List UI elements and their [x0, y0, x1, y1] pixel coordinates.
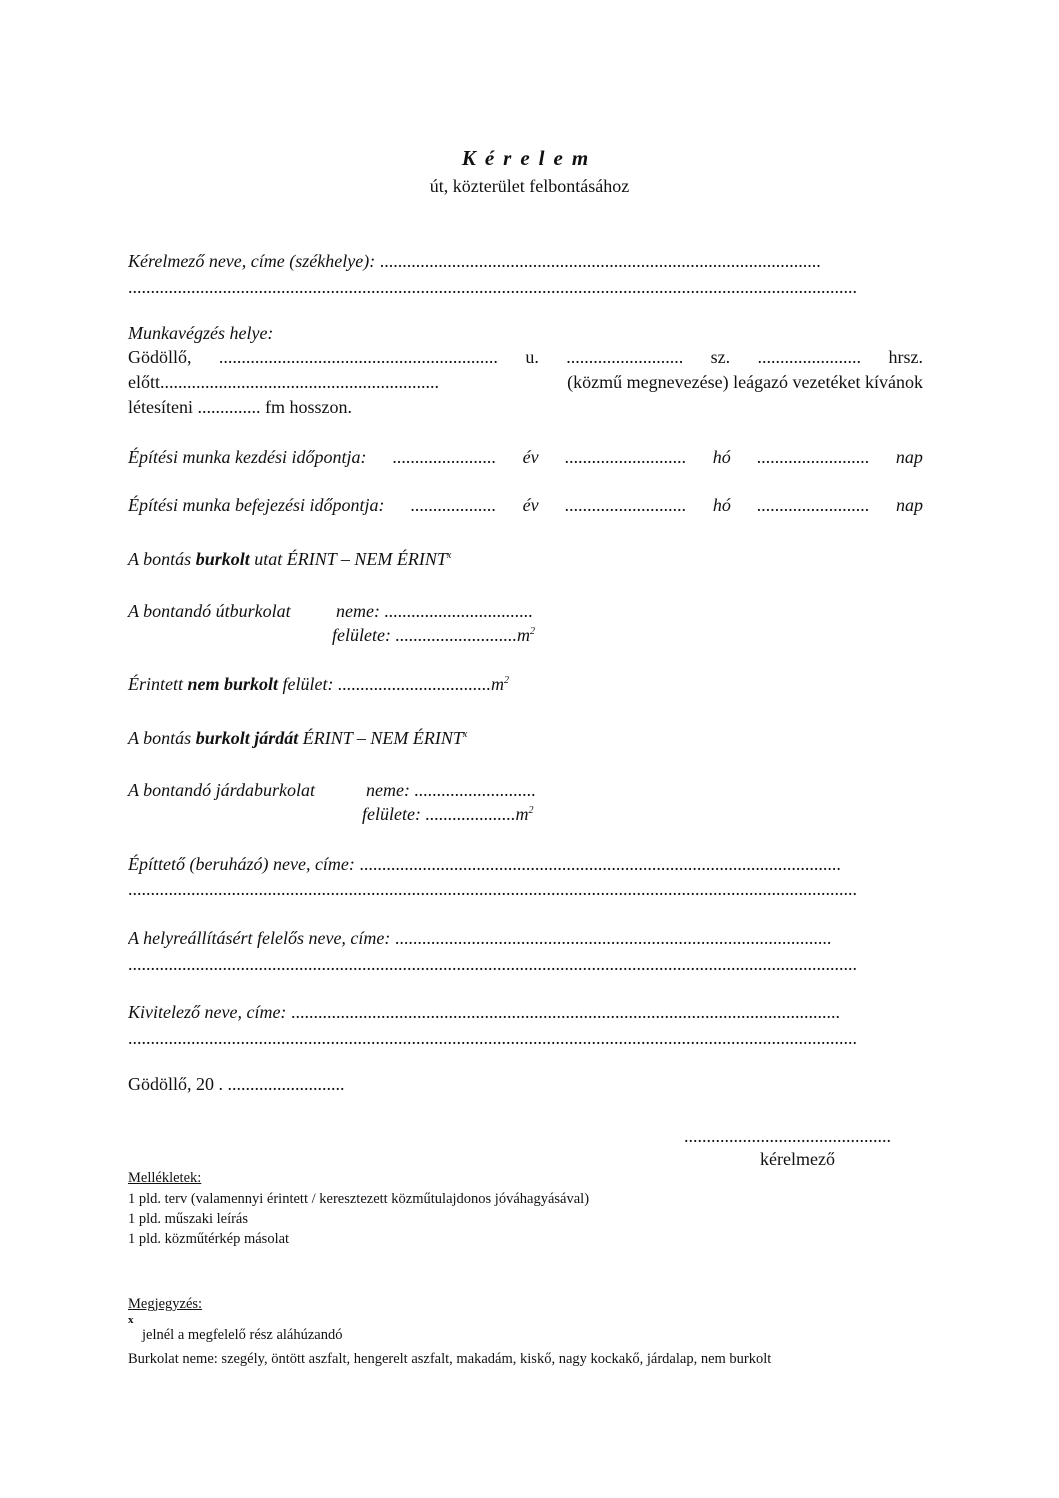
surface-types-note: Burkolat neme: szegély, öntött aszfalt, hengerelt aszfalt, makadám, kiskő, nagy kockakő, járdalap, nem burkolt [128, 1351, 772, 1367]
document-title: Kérelem [461, 146, 598, 170]
start-year-fill[interactable]: ....................... [392, 447, 497, 467]
establish-label: létesíteni [128, 397, 193, 417]
builder-fill-line-2[interactable]: .................................................................................................................................................................. [128, 879, 857, 899]
builder-field [128, 853, 923, 875]
sidewalk-area-fill[interactable]: .................... [425, 804, 516, 824]
sidewalk-question-options[interactable]: ÉRINT – NEM ÉRINT [302, 728, 463, 748]
document-subtitle: út, közterület felbontásához [429, 176, 630, 196]
road-area-label: felülete: [332, 625, 391, 645]
unpaved-suffix: felület: [282, 674, 334, 694]
road-surface-label: A bontandó útburkolat [128, 601, 291, 621]
applicant-fill-line-1[interactable]: .................................................................................................. [379, 251, 821, 271]
area-exponent: 2 [528, 805, 534, 816]
lot-fill[interactable]: ....................... [757, 347, 862, 367]
end-day-label: nap [896, 495, 923, 515]
length-fill[interactable]: .............. [197, 397, 261, 417]
utility-line [128, 371, 923, 393]
restorer-fill-line-2[interactable]: .................................................................................................................................................................. [128, 954, 857, 974]
attachment-item: 1 pld. műszaki leírás [128, 1211, 249, 1227]
road-surface-type [336, 600, 533, 622]
road-area-fill[interactable]: ........................... [395, 625, 517, 645]
builder-fill-line-1[interactable]: ........................................................................................................... [359, 854, 841, 874]
footnote-mark: x [128, 1314, 134, 1326]
builder-label: Építtető (beruházó) neve, címe: [128, 854, 355, 874]
length-unit: fm hosszon. [264, 397, 352, 417]
sidewalk-surface-area [362, 803, 533, 825]
sidewalk-surface-label: A bontandó járdaburkolat [128, 780, 316, 800]
unpaved-emphasis: nem burkolt [187, 674, 279, 694]
street-fill[interactable]: .............................................................. [218, 347, 498, 367]
attachments-heading: Mellékletek: [128, 1170, 202, 1186]
road-question-emphasis: burkolt [195, 549, 250, 569]
end-month-fill[interactable]: ........................... [564, 495, 687, 515]
road-question-options[interactable]: utat ÉRINT – NEM ÉRINT [254, 549, 447, 569]
start-day-label: nap [895, 447, 923, 467]
length-line [128, 396, 352, 418]
applicant-field [128, 250, 923, 272]
area-unit: m [515, 804, 529, 824]
number-label: sz. [710, 347, 731, 367]
road-type-fill[interactable]: ................................. [384, 601, 533, 621]
start-month-label: hó [712, 447, 731, 467]
contractor-field [128, 1001, 923, 1023]
start-year-label: év [522, 447, 539, 467]
end-day-fill[interactable]: ......................... [757, 495, 870, 515]
start-month-fill[interactable]: ........................... [564, 447, 687, 467]
sidewalk-type-fill[interactable]: ........................... [414, 780, 536, 800]
area-unit: m [516, 625, 530, 645]
unpaved-area-fill[interactable]: .................................. [338, 674, 492, 694]
end-date-label: Építési munka befejezési időpontja: [128, 495, 385, 515]
sidewalk-surface-type [366, 779, 536, 801]
start-date-label: Építési munka kezdési időpontja: [128, 447, 367, 467]
notes-heading: Megjegyzés: [128, 1296, 203, 1312]
number-fill[interactable]: .......................... [566, 347, 684, 367]
road-question-prefix: A bontás [128, 549, 192, 569]
utility-description: (közmű megnevezése) leágazó vezetéket kívánok [567, 372, 923, 392]
sidewalk-area-label: felülete: [362, 804, 421, 824]
restorer-field [128, 927, 923, 949]
sidewalk-type-label: neme: [366, 780, 410, 800]
street-label: u. [525, 347, 539, 367]
start-date-line [128, 446, 923, 468]
sidewalk-question [128, 727, 467, 749]
utility-fill[interactable]: .............................................................. [160, 372, 439, 392]
date-fill[interactable]: . .......................... [218, 1074, 345, 1094]
contractor-fill-line-1[interactable]: .......................................................................................................................... [290, 1002, 840, 1022]
start-day-fill[interactable]: ......................... [757, 447, 870, 467]
signature-label: kérelmező [760, 1149, 835, 1169]
footnote-text: jelnél a megfelelő rész aláhúzandó [142, 1327, 343, 1343]
restorer-label: A helyreállításért felelős neve, címe: [128, 928, 391, 948]
applicant-label: Kérelmező neve, címe (székhelye): [128, 251, 376, 271]
sidewalk-question-prefix: A bontás [128, 728, 192, 748]
end-year-label: év [522, 495, 539, 515]
date-place-line [128, 1073, 345, 1095]
road-question [128, 548, 451, 570]
area-unit: m [491, 674, 505, 694]
contractor-fill-line-2[interactable]: .................................................................................................................................................................. [128, 1028, 857, 1048]
end-date-line [128, 494, 923, 516]
city-name: Gödöllő, [128, 347, 192, 367]
end-month-label: hó [712, 495, 731, 515]
contractor-label: Kivitelező neve, címe: [128, 1002, 287, 1022]
before-label: előtt [128, 372, 160, 392]
applicant-fill-line-2[interactable]: .................................................................................................................................................................. [128, 277, 857, 297]
lot-label: hrsz. [888, 347, 923, 367]
road-surface-area [332, 624, 535, 646]
unpaved-prefix: Érintett [128, 674, 183, 694]
signature-fill[interactable]: .............................................. [684, 1126, 891, 1146]
attachment-item: 1 pld. közműtérkép másolat [128, 1231, 290, 1247]
footnote-mark: x [462, 729, 468, 740]
unpaved-surface-line [128, 673, 509, 695]
road-type-label: neme: [336, 601, 380, 621]
worksite-address-line [128, 346, 923, 368]
footnote-mark: x [446, 550, 452, 561]
worksite-label: Munkavégzés helye: [128, 323, 274, 343]
end-year-fill[interactable]: ................... [410, 495, 497, 515]
restorer-fill-line-1[interactable]: ................................................................................................. [394, 928, 832, 948]
attachment-item: 1 pld. terv (valamennyi érintett / keresztezett közműtulajdonos jóváhagyásával) [128, 1191, 590, 1207]
area-exponent: 2 [504, 675, 510, 686]
sidewalk-question-emphasis: burkolt járdát [195, 728, 299, 748]
date-place-city: Gödöllő, 20 [128, 1074, 215, 1094]
area-exponent: 2 [529, 626, 535, 637]
